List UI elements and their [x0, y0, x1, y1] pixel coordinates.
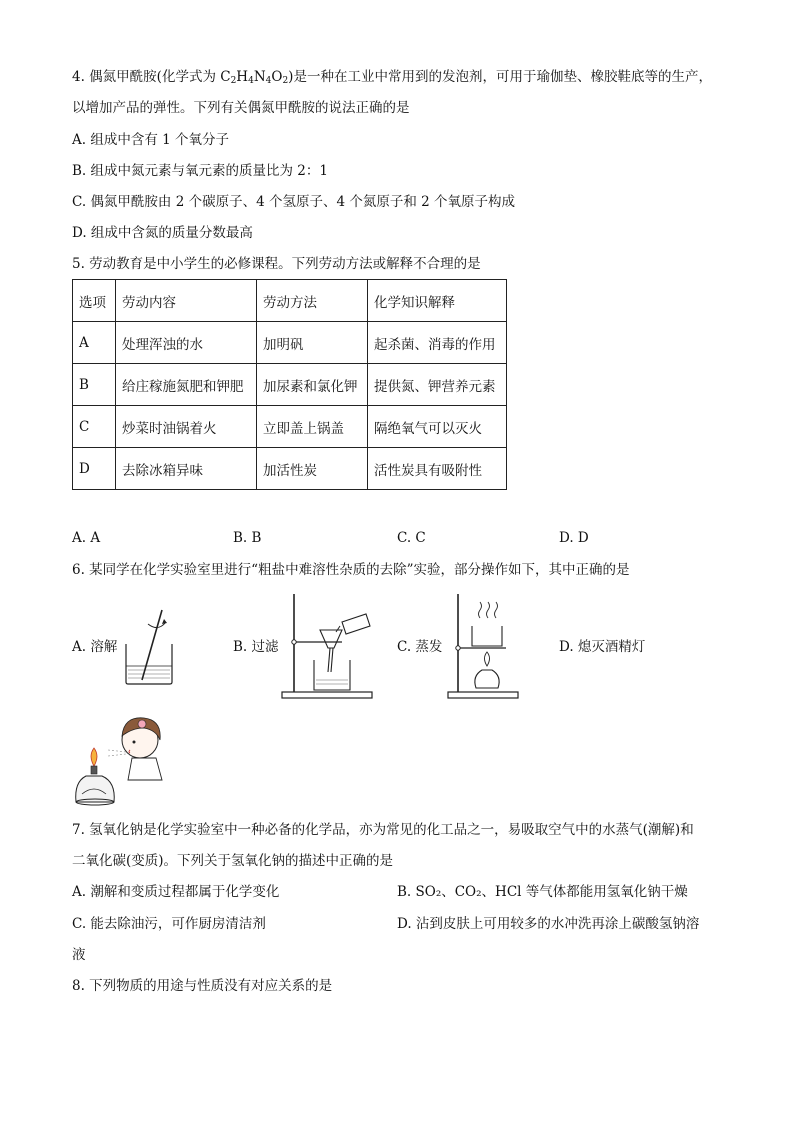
q5-stem: 5. 劳动教育是中小学生的必修课程。下列劳动方法或解释不合理的是: [72, 256, 481, 272]
table-cell: C: [73, 406, 116, 448]
q5-answer-b: B. B: [233, 530, 262, 546]
table-header-cell: 劳动内容: [116, 280, 257, 322]
q4-stem-line1: 4. 偶氮甲酰胺(化学式为 $C_2H_4N_4O_2$)是一种在工业中常用到的发泡剂，可用于瑜伽垫、橡胶鞋底等的生产，: [72, 69, 712, 86]
q4-option-b: B. 组成中氮元素与氧元素的质量比为 2：1: [72, 163, 328, 179]
table-cell: 加明矾: [257, 322, 368, 364]
q6-option-c-label: C. 蒸发: [397, 639, 443, 655]
table-cell: 加尿素和氯化钾: [257, 364, 368, 406]
table-cell: 加活性炭: [257, 448, 368, 490]
table-cell: 起杀菌、消毒的作用: [368, 322, 507, 364]
table-cell: B: [73, 364, 116, 406]
table-header-cell: 化学知识解释: [368, 280, 507, 322]
q5-table: [72, 279, 507, 490]
q4-stem-line2: 以增加产品的弹性。下列有关偶氮甲酰胺的说法正确的是: [72, 100, 410, 116]
table-cell: D: [73, 448, 116, 490]
table-row: [73, 448, 507, 490]
q7-option-d-continuation: 液: [72, 947, 86, 963]
q7-option-a: A. 潮解和变质过程都属于化学变化: [72, 884, 280, 900]
table-header-cell: 选项: [73, 280, 116, 322]
q4-option-c: C. 偶氮甲酰胺由 2 个碳原子、4 个氢原子、4 个氮原子和 2 个氧原子构成: [72, 194, 516, 210]
table-row: [73, 364, 507, 406]
table-row: [73, 322, 507, 364]
filtration-apparatus-illustration: [280, 592, 376, 702]
table-header-cell: 劳动方法: [257, 280, 368, 322]
table-cell: 去除冰箱异味: [116, 448, 257, 490]
q5-answer-c: C. C: [397, 530, 426, 546]
table-cell: 提供氮、钾营养元素: [368, 364, 507, 406]
q7-option-c: C. 能去除油污，可作厨房清洁剂: [72, 916, 266, 932]
dissolving-beaker-illustration: [120, 604, 176, 686]
q6-stem: 6. 某同学在化学实验室里进行“粗盐中难溶性杂质的去除”实验，部分操作如下，其中正确的是: [72, 562, 630, 578]
q7-option-d: D. 沾到皮肤上可用较多的水冲洗再涂上碳酸氢钠溶: [397, 916, 700, 932]
q6-option-a-label: A. 溶解: [72, 639, 118, 655]
q4-option-d: D. 组成中含氮的质量分数最高: [72, 225, 253, 241]
table-cell: 立即盖上锅盖: [257, 406, 368, 448]
blowing-out-alcohol-lamp-illustration: [72, 710, 172, 814]
table-row: [73, 406, 507, 448]
q6-option-d-label: D. 熄灭酒精灯: [559, 639, 646, 655]
table-cell: 处理浑浊的水: [116, 322, 257, 364]
table-header-row: [73, 280, 507, 322]
q4-option-a: A. 组成中含有 1 个氧分子: [72, 132, 230, 148]
q7-option-b: B. SO₂、CO₂、HCl 等气体都能用氢氧化钠干燥: [397, 884, 688, 900]
q8-stem: 8. 下列物质的用途与性质没有对应关系的是: [72, 978, 333, 994]
table-cell: 隔绝氧气可以灭火: [368, 406, 507, 448]
table-cell: 炒菜时油锅着火: [116, 406, 257, 448]
q7-stem-line2: 二氧化碳(变质)。下列关于氢氧化钠的描述中正确的是: [72, 853, 394, 869]
table-cell: 活性炭具有吸附性: [368, 448, 507, 490]
q5-answer-d: D. D: [559, 530, 589, 546]
table-cell: 给庄稼施氮肥和钾肥: [116, 364, 257, 406]
table-cell: A: [73, 322, 116, 364]
q5-answer-a: A. A: [72, 530, 101, 546]
q6-option-b-label: B. 过滤: [233, 639, 279, 655]
evaporation-apparatus-illustration: [444, 592, 520, 702]
q7-stem-line1: 7. 氢氧化钠是化学实验室中一种必备的化学品，亦为常见的化工品之一，易吸取空气中的水蒸气(潮解)和: [72, 822, 694, 838]
